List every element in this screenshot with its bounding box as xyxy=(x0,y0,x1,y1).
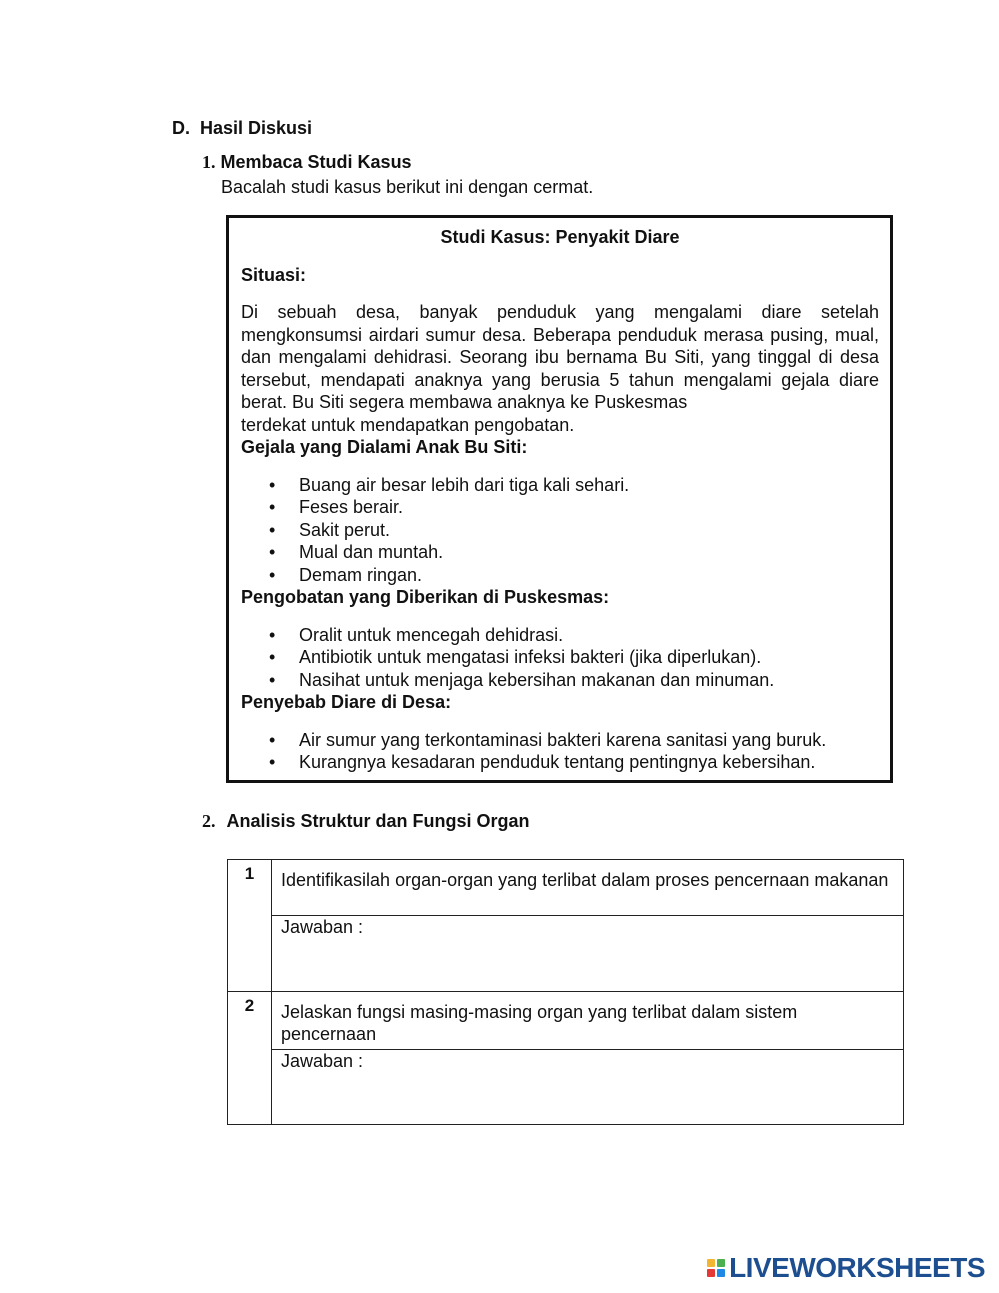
logo-square xyxy=(707,1259,715,1267)
list-item: • Buang air besar lebih dari tiga kali sehari. xyxy=(299,474,879,497)
logo-square xyxy=(707,1269,715,1277)
logo-square xyxy=(717,1259,725,1267)
questions-table xyxy=(227,859,904,1125)
table-row xyxy=(228,992,904,1050)
symptoms-heading: Gejala yang Dialami Anak Bu Siti: xyxy=(241,437,528,457)
list-item: • Kurangnya kesadaran penduduk tentang pentingnya kebersihan. xyxy=(299,751,879,774)
list-item: • Demam ringan. xyxy=(299,564,879,587)
logo-square xyxy=(717,1269,725,1277)
section-label: D. xyxy=(172,118,190,138)
list-item: • Air sumur yang terkontaminasi bakteri karena sanitasi yang buruk. xyxy=(299,729,879,752)
treatment-list xyxy=(241,624,879,692)
causes-list xyxy=(241,729,879,774)
answer-label: Jawaban : xyxy=(281,1051,364,1071)
case-study-title: Studi Kasus: Penyakit Diare xyxy=(440,227,680,247)
situation-last-line: terdekat untuk mendapatkan pengobatan. xyxy=(241,414,575,435)
answer-label: Jawaban : xyxy=(281,917,364,937)
logo-mark-icon xyxy=(707,1259,725,1277)
question-number: 1 xyxy=(228,860,272,992)
case-study-box xyxy=(226,215,893,783)
part2-heading xyxy=(202,811,530,832)
situation-text: Di sebuah desa, banyak penduduk yang mengalami diare setelah mengkonsumsi airdari sumur desa. Beberapa penduduk merasa pusing, mual, dan mengalami dehidrasi. Seorang ibu bernama Bu Siti, yang tinggal di desa tersebut, mendapati anaknya yang berusia 5 tahun mengalami gejala diare berat. Bu Siti segera membawa anaknya ke Puskesmas xyxy=(241,302,879,412)
part1-number: 1. xyxy=(202,152,216,172)
situation-heading: Situasi: xyxy=(241,264,307,285)
part1-intro: Bacalah studi kasus berikut ini dengan cermat. xyxy=(221,177,594,197)
list-item: • Feses berair. xyxy=(299,496,879,519)
part1-title: Membaca Studi Kasus xyxy=(220,152,412,172)
symptoms-list xyxy=(241,474,879,587)
list-item: • Sakit perut. xyxy=(299,519,879,542)
treatment-heading: Pengobatan yang Diberikan di Puskesmas: xyxy=(241,587,610,607)
question-text: Identifikasilah organ-organ yang terlibat dalam proses pencernaan makanan xyxy=(272,860,904,916)
list-item: • Nasihat untuk menjaga kebersihan makanan dan minuman. xyxy=(299,669,879,692)
section-title: Hasil Diskusi xyxy=(200,118,313,138)
list-item: • Antibiotik untuk mengatasi infeksi bakteri (jika diperlukan). xyxy=(299,646,879,669)
section-heading xyxy=(172,118,312,139)
list-item: • Oralit untuk mencegah dehidrasi. xyxy=(299,624,879,647)
answer-cell[interactable] xyxy=(272,916,904,992)
liveworksheets-logo xyxy=(707,1250,985,1286)
causes-heading: Penyebab Diare di Desa: xyxy=(241,692,452,712)
question-text: Jelaskan fungsi masing-masing organ yang terlibat dalam sistem pencernaan xyxy=(272,992,904,1050)
table-row xyxy=(228,1050,904,1125)
question-number: 2 xyxy=(228,992,272,1125)
answer-cell[interactable] xyxy=(272,1050,904,1125)
part1-heading xyxy=(202,152,412,173)
part2-number: 2. xyxy=(202,811,216,831)
list-item: • Mual dan muntah. xyxy=(299,541,879,564)
logo-text: LIVEWORKSHEETS xyxy=(729,1252,985,1283)
table-row xyxy=(228,916,904,992)
part2-title: Analisis Struktur dan Fungsi Organ xyxy=(226,811,530,831)
table-row xyxy=(228,860,904,916)
